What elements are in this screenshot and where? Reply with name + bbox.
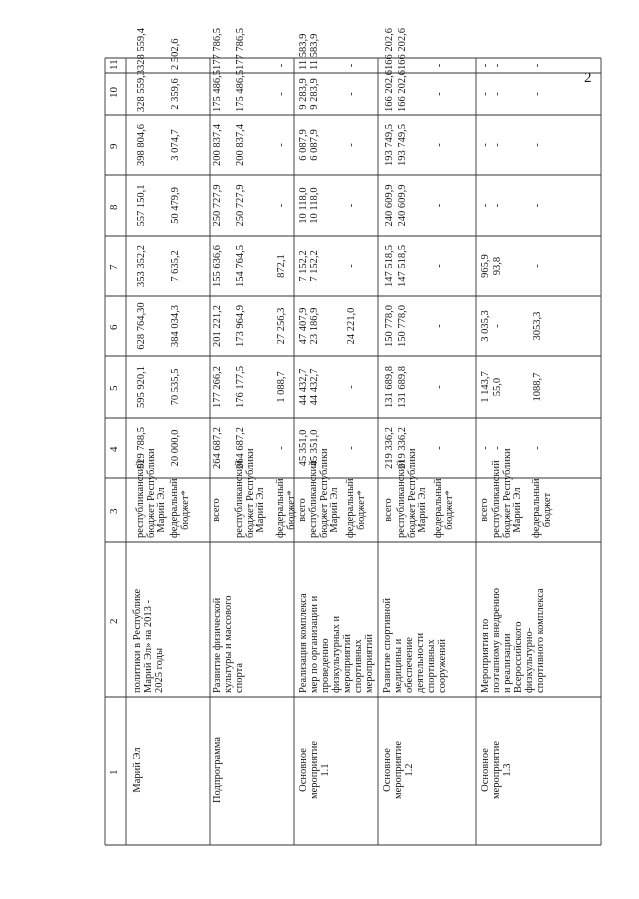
value-cell: 9 283,9: [298, 78, 309, 110]
value-cell: 154 764,5: [235, 245, 246, 287]
value-cell: 201 221,2: [212, 305, 223, 347]
funding-source-label: федеральный бюджет: [531, 478, 553, 538]
value-cell: 150 778,0: [384, 305, 395, 347]
value-cell: 50 479,9: [170, 187, 181, 224]
value-cell: -: [492, 324, 503, 328]
value-cell: -: [492, 92, 503, 96]
value-cell: 595 920,1: [136, 366, 147, 408]
value-cell: 200 837,4: [212, 124, 223, 166]
value-cell: 6 087,9: [309, 129, 320, 161]
value-cell: 93,8: [492, 256, 503, 276]
header-cell: 4: [108, 446, 120, 452]
value-cell: 10 118,0: [298, 187, 309, 224]
funding-source-label: республиканский бюджет Республики Марий Эл: [234, 448, 266, 538]
value-cell: 177 266,2: [212, 366, 223, 408]
value-cell: 264 687,2: [212, 427, 223, 469]
value-cell: 175 486,5: [212, 70, 223, 112]
value-cell: 240 609,9: [384, 184, 395, 227]
row-name-label: Мероприятия по поэтапному внедрению и реализации Всероссийского физкультурно- спортивного комплекса: [480, 588, 546, 693]
value-cell: -: [434, 203, 445, 208]
value-cell: 193 749,5: [384, 124, 395, 166]
funding-source-label: федеральный бюджет*: [345, 478, 367, 538]
value-cell: 9 283,9: [309, 78, 320, 110]
value-cell: -: [434, 143, 445, 147]
value-cell: 328 559,4: [136, 28, 147, 70]
value-cell: 176 177,5: [235, 366, 246, 408]
value-cell: 398 804,6: [136, 124, 147, 166]
value-cell: 173 964,9: [235, 305, 246, 347]
value-cell: 240 609,9: [397, 184, 408, 227]
funding-source-label: федеральный бюджет*: [169, 478, 191, 538]
row-type-label: Основное мероприятие 1.1: [298, 741, 331, 799]
value-cell: -: [532, 143, 543, 147]
row-name-label: Развитие спортивной медицины и обеспечение деятельности спортивных сооружений: [382, 597, 448, 693]
header-cell: 6: [108, 324, 120, 330]
funding-source-label: всего: [211, 498, 222, 522]
funding-source-label: республиканский бюджет Республики Марий Эл: [135, 448, 167, 538]
value-cell: 11 583,9: [298, 33, 309, 70]
header-cell: 7: [108, 264, 120, 270]
value-cell: 45 351,0: [309, 429, 320, 467]
value-cell: 45 351,0: [298, 429, 309, 467]
value-cell: -: [346, 446, 357, 450]
value-cell: 7 152,2: [298, 250, 309, 282]
header-cell: 11: [108, 58, 120, 70]
value-cell: 193 749,5: [397, 124, 408, 166]
value-cell: -: [492, 203, 503, 208]
value-cell: 166 202,6: [384, 70, 395, 112]
row-name-label: политики в Республике Марий Эл» на 2013 - 2025 годы: [132, 588, 165, 693]
value-cell: 1 143,7: [480, 371, 491, 403]
value-cell: 47 407,9: [298, 307, 309, 345]
value-cell: 250 727,9: [212, 184, 223, 227]
value-cell: -: [480, 143, 491, 147]
value-cell: 384 034,3: [170, 305, 181, 347]
value-cell: -: [434, 63, 445, 68]
value-cell: 328 559,3: [136, 70, 147, 112]
value-cell: 3053,3: [532, 311, 543, 341]
value-cell: -: [346, 264, 357, 268]
value-cell: -: [276, 92, 287, 96]
value-cell: -: [276, 143, 287, 147]
value-cell: -: [434, 92, 445, 96]
value-cell: -: [492, 446, 503, 450]
value-cell: 264 687,2: [235, 427, 246, 469]
value-cell: 557 150,1: [136, 184, 147, 227]
value-cell: -: [480, 63, 491, 68]
page-number: 2: [584, 70, 592, 86]
value-cell: 166 202,6: [397, 70, 408, 112]
value-cell: -: [492, 63, 503, 68]
value-cell: 131 689,8: [397, 366, 408, 408]
value-cell: -: [276, 203, 287, 208]
value-cell: 10 118,0: [309, 187, 320, 224]
value-cell: 1088,7: [532, 372, 543, 402]
value-cell: 872,1: [276, 254, 287, 278]
value-cell: 1 088,7: [276, 371, 287, 403]
funding-source-label: федеральный бюджет*: [433, 478, 455, 538]
value-cell: 177 786,5: [235, 28, 246, 70]
value-cell: -: [532, 446, 543, 450]
value-cell: 2 359,6: [170, 78, 181, 110]
value-cell: -: [434, 385, 445, 389]
value-cell: 219 336,2: [397, 427, 408, 469]
funding-source-label: республиканский бюджет Республики Марий Эл: [396, 448, 428, 538]
value-cell: 250 727,9: [235, 184, 246, 227]
value-cell: -: [346, 143, 357, 147]
funding-source-label: федеральный бюджет*: [275, 478, 297, 538]
value-cell: 23 186,9: [309, 307, 320, 345]
value-cell: 177 786,5: [212, 28, 223, 70]
value-cell: 166 202,6: [397, 28, 408, 70]
header-cell: 2: [108, 618, 120, 624]
value-cell: -: [346, 385, 357, 389]
value-cell: -: [480, 92, 491, 96]
value-cell: -: [532, 92, 543, 96]
row-type-label: Основное мероприятие 1.2: [382, 741, 415, 799]
funding-source-label: республиканский бюджет Республики Марий Эл: [308, 448, 340, 538]
value-cell: 3 035,3: [480, 310, 491, 342]
value-cell: -: [434, 324, 445, 328]
header-cell: 10: [108, 87, 120, 98]
value-cell: 200 837,4: [235, 124, 246, 166]
value-cell: 11 583,9: [309, 33, 320, 70]
value-cell: 147 518,5: [397, 245, 408, 287]
value-cell: 2 502,6: [170, 38, 181, 70]
value-cell: -: [434, 446, 445, 450]
value-cell: 27 256,3: [276, 307, 287, 345]
funding-source-label: всего: [383, 498, 394, 522]
value-cell: 20 000,0: [170, 429, 181, 467]
value-cell: 131 689,8: [384, 366, 395, 408]
value-cell: -: [346, 63, 357, 68]
row-name-label: Развитие физической культуры и массового спорта: [212, 595, 245, 693]
funding-source-label: республиканский бюджет Республики Марий Эл: [491, 448, 523, 538]
value-cell: 628 764,30: [136, 302, 147, 350]
header-cell: 5: [108, 385, 120, 391]
row-type-label: Основное мероприятие 1.3: [480, 741, 513, 799]
value-cell: -: [276, 446, 287, 450]
value-cell: -: [532, 63, 543, 68]
value-cell: 965,9: [480, 254, 491, 278]
value-cell: 219 336,2: [384, 427, 395, 469]
value-cell: 6 087,9: [298, 129, 309, 161]
value-cell: 24 221,0: [346, 307, 357, 345]
header-cell: 1: [108, 769, 120, 775]
value-cell: 7 635,2: [170, 250, 181, 282]
value-cell: -: [492, 143, 503, 147]
header-cell: 9: [108, 143, 120, 149]
value-cell: -: [434, 264, 445, 268]
value-cell: 3 074,7: [170, 129, 181, 161]
value-cell: 150 778,0: [397, 305, 408, 347]
value-cell: -: [276, 63, 287, 68]
value-cell: 44 432,7: [309, 368, 320, 406]
value-cell: -: [480, 203, 491, 208]
header-cell: 8: [108, 204, 120, 210]
value-cell: 7 152,2: [309, 250, 320, 282]
value-cell: 44 432,7: [298, 368, 309, 406]
value-cell: -: [480, 446, 491, 450]
row-type-label: Подпрограмма: [212, 736, 223, 804]
value-cell: 353 352,2: [136, 245, 147, 287]
value-cell: 155 636,6: [212, 245, 223, 287]
value-cell: -: [532, 203, 543, 208]
value-cell: 166 202,6: [384, 28, 395, 70]
value-cell: 175 486,5: [235, 70, 246, 112]
value-cell: 70 535,5: [170, 368, 181, 406]
value-cell: -: [532, 264, 543, 268]
row-name-label: Реализация комплекса мер по организации и проведению физкультурных и мероприятий спортивных мероприятий: [298, 593, 375, 693]
value-cell: 55,0: [492, 377, 503, 397]
value-cell: 147 518,5: [384, 245, 395, 287]
header-cell: 3: [108, 508, 120, 514]
value-cell: -: [346, 92, 357, 96]
value-cell: 529 788,5: [136, 427, 147, 469]
value-cell: -: [346, 203, 357, 208]
funding-source-label: всего: [479, 498, 490, 522]
row-type-label: Марий Эл: [132, 747, 143, 793]
funding-source-label: всего: [297, 498, 308, 522]
